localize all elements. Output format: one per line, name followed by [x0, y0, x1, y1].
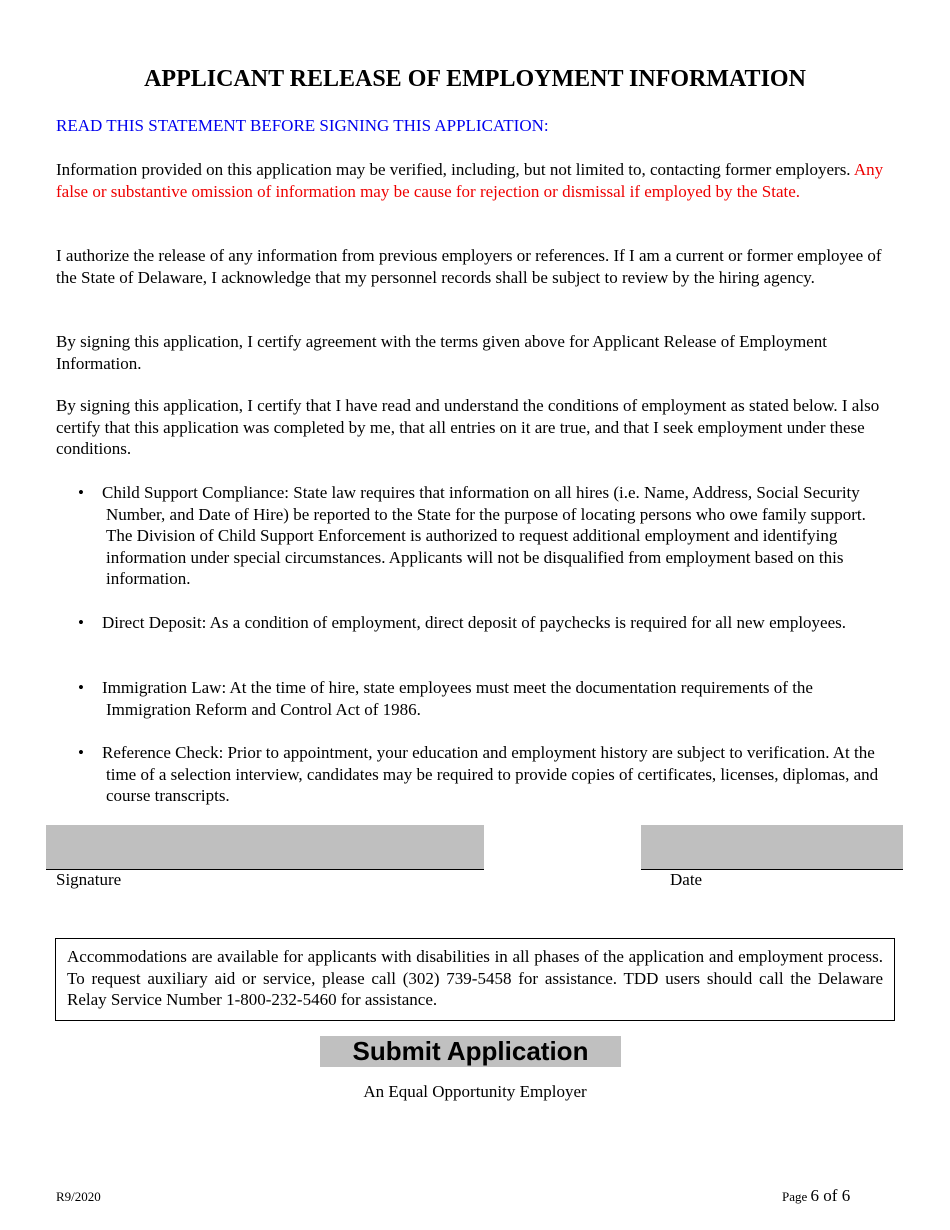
bullet-text: Immigration Law: At the time of hire, state employees must meet the documentation requirements of the Immigration Reform and Control Act of 1986. — [102, 678, 813, 719]
bullet-immigration-law — [78, 677, 893, 720]
page-number: 6 of 6 — [810, 1186, 851, 1205]
signature-label: Signature — [56, 870, 122, 889]
submit-application-button[interactable]: Submit Application — [320, 1036, 621, 1067]
bullet-dot: • — [78, 613, 84, 632]
agreement-paragraph: By signing this application, I certify agreement with the terms given above for Applicant Release of Employment Information. — [56, 332, 827, 373]
bullet-dot: • — [78, 483, 84, 502]
bullet-text: Direct Deposit: As a condition of employment, direct deposit of paychecks is required for all new employees. — [102, 613, 847, 632]
bullet-child-support — [78, 482, 893, 590]
date-field[interactable] — [641, 825, 903, 870]
revision-code: R9/2020 — [56, 1189, 101, 1204]
verification-paragraph — [56, 159, 896, 202]
page-indicator — [782, 1186, 850, 1206]
instruction-heading: READ THIS STATEMENT BEFORE SIGNING THIS APPLICATION: — [56, 116, 549, 135]
bullet-text: Child Support Compliance: State law requires that information on all hires (i.e. Name, Address, Social Security Number, and Date of Hire) be reported to the State for the purpose of locating persons who owe family support. The Division of Child Support Enforcement is authorized to request additional employment and identifying information under special circumstances. Applicants will not be disqualified from employment based on this information. — [102, 483, 866, 588]
falsification-warning: Any false or substantive omission of information may be cause for rejection or dismissal if employed by the State. — [56, 160, 884, 201]
page-label: Page — [782, 1189, 808, 1204]
bullet-text: Reference Check: Prior to appointment, your education and employment history are subject to verification. At the time of a selection interview, candidates may be required to provide copies of certificates, licenses, diplomas, and course transcripts. — [102, 743, 879, 805]
verification-text: Information provided on this application may be verified, including, but not limited to, contacting former employers. — [56, 160, 851, 179]
signature-field[interactable] — [46, 825, 484, 870]
bullet-dot: • — [78, 678, 84, 697]
accommodations-notice: Accommodations are available for applicants with disabilities in all phases of the application and employment process. To request auxiliary aid or service, please call (302) 739-5458 for assistance. TDD users should call the Delaware Relay Service Number 1-800-232-5460 for assistance. — [55, 938, 895, 1021]
authorization-paragraph: I authorize the release of any information from previous employers or references. If I am a current or former employee of the State of Delaware, I acknowledge that my personnel records shall be subject to review by the hiring agency. — [56, 246, 882, 287]
equal-opportunity-text: An Equal Opportunity Employer — [363, 1082, 587, 1101]
date-label: Date — [670, 870, 703, 889]
bullet-direct-deposit — [78, 612, 893, 634]
bullet-dot: • — [78, 743, 84, 762]
page-title: APPLICANT RELEASE OF EMPLOYMENT INFORMATION — [144, 66, 806, 92]
bullet-reference-check — [78, 742, 893, 807]
conditions-paragraph: By signing this application, I certify that I have read and understand the conditions of employment as stated below. I also certify that this application was completed by me, that all entries on it are true, and that I seek employment under these conditions. — [56, 396, 880, 458]
